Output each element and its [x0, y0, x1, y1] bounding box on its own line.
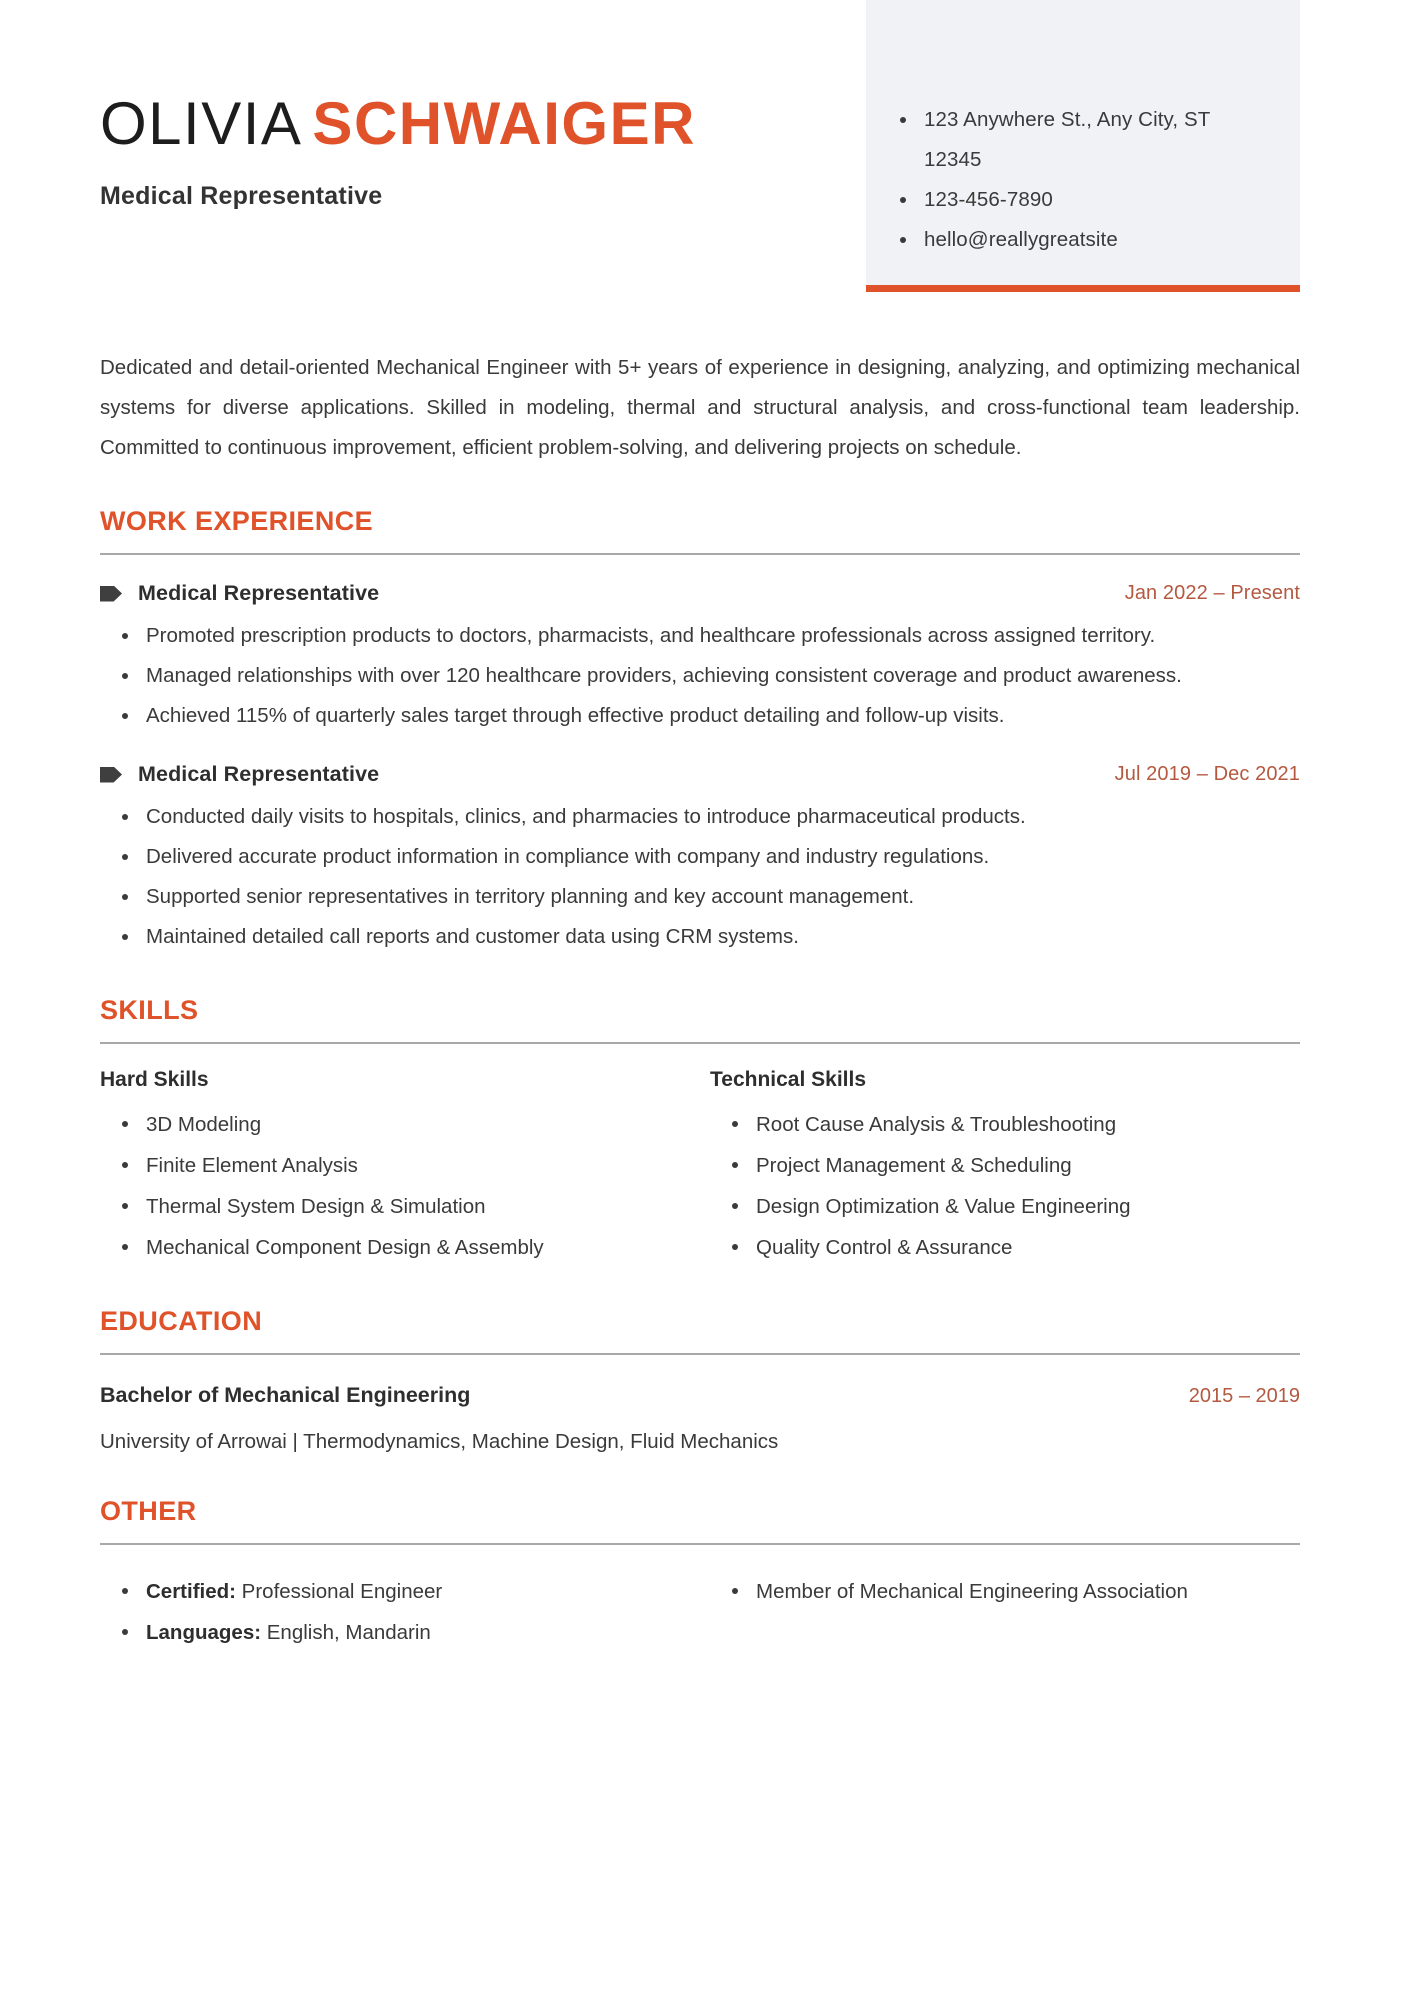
- list-item-text: Member of Mechanical Engineering Association: [756, 1580, 1188, 1603]
- section-title-other: OTHER: [100, 1496, 197, 1526]
- professional-summary: Dedicated and detail-oriented Mechanical Engineer with 5+ years of experience in designing, analyzing, and optimizing mechanical systems for diverse applications. Skilled in modeling, thermal and structural analysis, and cross-functional team leadership. Committed to continuous improvement, efficient problem-solving, and delivering projects on schedule.: [100, 356, 1300, 459]
- bullet-dot-icon: [732, 1244, 738, 1250]
- other-column-left: [100, 1571, 700, 1653]
- other-list: [100, 1571, 700, 1653]
- contact-phone-text: 123-456-7890: [924, 188, 1053, 211]
- list-item-text: Professional Engineer: [235, 1580, 443, 1603]
- experience-item: [100, 762, 1300, 957]
- contact-address: [924, 100, 1272, 180]
- list-item: [146, 837, 1300, 877]
- list-item-text: 3D Modeling: [146, 1113, 262, 1136]
- list-item: [146, 917, 1300, 957]
- bullet-dot-icon: [122, 894, 128, 900]
- list-item-text: Delivered accurate product information in compliance with company and industry regulations.: [146, 845, 990, 868]
- bullet-dot-icon: [122, 1203, 128, 1209]
- skills-column-heading: Hard Skills: [100, 1068, 209, 1091]
- bullet-dot-icon: [732, 1121, 738, 1127]
- experience-title-wrap: [100, 581, 379, 606]
- experience-title: Medical Representative: [138, 581, 380, 605]
- list-item: [756, 1227, 1300, 1268]
- education-date: 2015 – 2019: [1188, 1385, 1300, 1407]
- section-other: [100, 1496, 1300, 1653]
- list-item-text: Conducted daily visits to hospitals, clinics, and pharmacies to introduce pharmaceutical products.: [146, 805, 1026, 828]
- bullet-dot-icon: [122, 814, 128, 820]
- list-item-text: Promoted prescription products to doctors, pharmacists, and healthcare professionals across assigned territory.: [146, 624, 1156, 647]
- experience-date: Jan 2022 – Present: [1124, 582, 1300, 604]
- section-divider: [100, 1042, 1300, 1044]
- list-item: [146, 1612, 700, 1653]
- contact-email-text: hello@reallygreatsite: [924, 228, 1118, 251]
- skills-columns: [100, 1068, 1300, 1268]
- list-item: [146, 1186, 700, 1227]
- full-name: [100, 92, 840, 156]
- last-name: SCHWAIGER: [312, 90, 696, 157]
- contact-panel: [866, 0, 1300, 292]
- list-item: [146, 616, 1300, 656]
- bullet-dot-icon: [900, 237, 906, 243]
- list-item: [756, 1104, 1300, 1145]
- contact-panel-accent-bar: [866, 285, 1300, 292]
- experience-bullet-list: [100, 616, 1300, 736]
- bullet-dot-icon: [122, 673, 128, 679]
- education-details: University of Arrowai | Thermodynamics, Machine Design, Fluid Mechanics: [100, 1430, 779, 1453]
- section-title-work-experience: WORK EXPERIENCE: [100, 506, 374, 536]
- resume-content: [100, 348, 1300, 1653]
- list-item-text: Design Optimization & Value Engineering: [756, 1195, 1131, 1218]
- section-title-education: EDUCATION: [100, 1306, 263, 1336]
- section-divider: [100, 1543, 1300, 1545]
- section-divider: [100, 1353, 1300, 1355]
- first-name: OLIVIA: [100, 90, 303, 157]
- section-work-experience: [100, 506, 1300, 957]
- skills-column-heading: Technical Skills: [710, 1068, 867, 1091]
- list-item-text: Thermal System Design & Simulation: [146, 1195, 486, 1218]
- experience-title: Medical Representative: [138, 762, 380, 786]
- list-item-text: Root Cause Analysis & Troubleshooting: [756, 1113, 1117, 1136]
- contact-email: [924, 220, 1272, 260]
- experience-title-wrap: [100, 762, 379, 787]
- list-item: [146, 696, 1300, 736]
- list-item-text: English, Mandarin: [261, 1621, 431, 1644]
- experience-bullet-list: [100, 797, 1300, 957]
- education-degree: Bachelor of Mechanical Engineering: [100, 1383, 471, 1407]
- list-item: [146, 1571, 700, 1612]
- list-item-text: Finite Element Analysis: [146, 1154, 358, 1177]
- list-item-text: Achieved 115% of quarterly sales target through effective product detailing and follow-up visits.: [146, 704, 1005, 727]
- bullet-dot-icon: [732, 1162, 738, 1168]
- list-item-text: Supported senior representatives in territory planning and key account management.: [146, 885, 915, 908]
- bullet-dot-icon: [122, 1121, 128, 1127]
- bullet-dot-icon: [900, 197, 906, 203]
- section-skills: [100, 995, 1300, 1268]
- list-item-text: Project Management & Scheduling: [756, 1154, 1072, 1177]
- bullet-dot-icon: [122, 854, 128, 860]
- other-columns: [100, 1571, 1300, 1653]
- list-item-label: Languages:: [146, 1621, 262, 1644]
- list-item: [756, 1145, 1300, 1186]
- list-item: [146, 1104, 700, 1145]
- skills-list: [710, 1104, 1300, 1268]
- bullet-dot-icon: [732, 1203, 738, 1209]
- list-item: [146, 656, 1300, 696]
- list-item-text: Maintained detailed call reports and customer data using CRM systems.: [146, 925, 799, 948]
- list-item: [756, 1186, 1300, 1227]
- experience-date: Jul 2019 – Dec 2021: [1114, 763, 1300, 785]
- bullet-dot-icon: [122, 1629, 128, 1635]
- arrow-marker-icon: [100, 586, 122, 602]
- job-role-subtitle: Medical Representative: [100, 182, 383, 210]
- bullet-dot-icon: [122, 934, 128, 940]
- bullet-dot-icon: [122, 1588, 128, 1594]
- contact-list: [866, 100, 1300, 260]
- skills-list: [100, 1104, 700, 1268]
- resume-header: [0, 0, 1414, 300]
- list-item: [146, 1227, 700, 1268]
- arrow-marker-icon: [100, 767, 122, 783]
- experience-header: [100, 762, 1300, 787]
- list-item-text: Managed relationships with over 120 healthcare providers, achieving consistent coverage and product awareness.: [146, 664, 1182, 687]
- contact-address-text: 123 Anywhere St., Any City, ST 12345: [924, 108, 1210, 171]
- contact-phone: [924, 180, 1272, 220]
- list-item: [146, 877, 1300, 917]
- list-item: [146, 797, 1300, 837]
- bullet-dot-icon: [732, 1588, 738, 1594]
- bullet-dot-icon: [122, 1244, 128, 1250]
- other-list: [710, 1571, 1300, 1612]
- skills-column-technical: [700, 1068, 1300, 1268]
- experience-item: [100, 581, 1300, 736]
- list-item-text: Mechanical Component Design & Assembly: [146, 1236, 544, 1259]
- bullet-dot-icon: [122, 1162, 128, 1168]
- list-item: [756, 1571, 1300, 1612]
- bullet-dot-icon: [122, 713, 128, 719]
- skills-column-hard: [100, 1068, 700, 1268]
- list-item-label: Certified:: [146, 1580, 236, 1603]
- bullet-dot-icon: [122, 633, 128, 639]
- bullet-dot-icon: [900, 117, 906, 123]
- list-item: [146, 1145, 700, 1186]
- section-title-skills: SKILLS: [100, 995, 199, 1025]
- other-column-right: [700, 1571, 1300, 1653]
- list-item-text: Quality Control & Assurance: [756, 1236, 1013, 1259]
- name-block: [100, 92, 840, 211]
- experience-header: [100, 581, 1300, 606]
- education-header: [100, 1383, 1300, 1408]
- section-education: [100, 1306, 1300, 1458]
- section-divider: [100, 553, 1300, 555]
